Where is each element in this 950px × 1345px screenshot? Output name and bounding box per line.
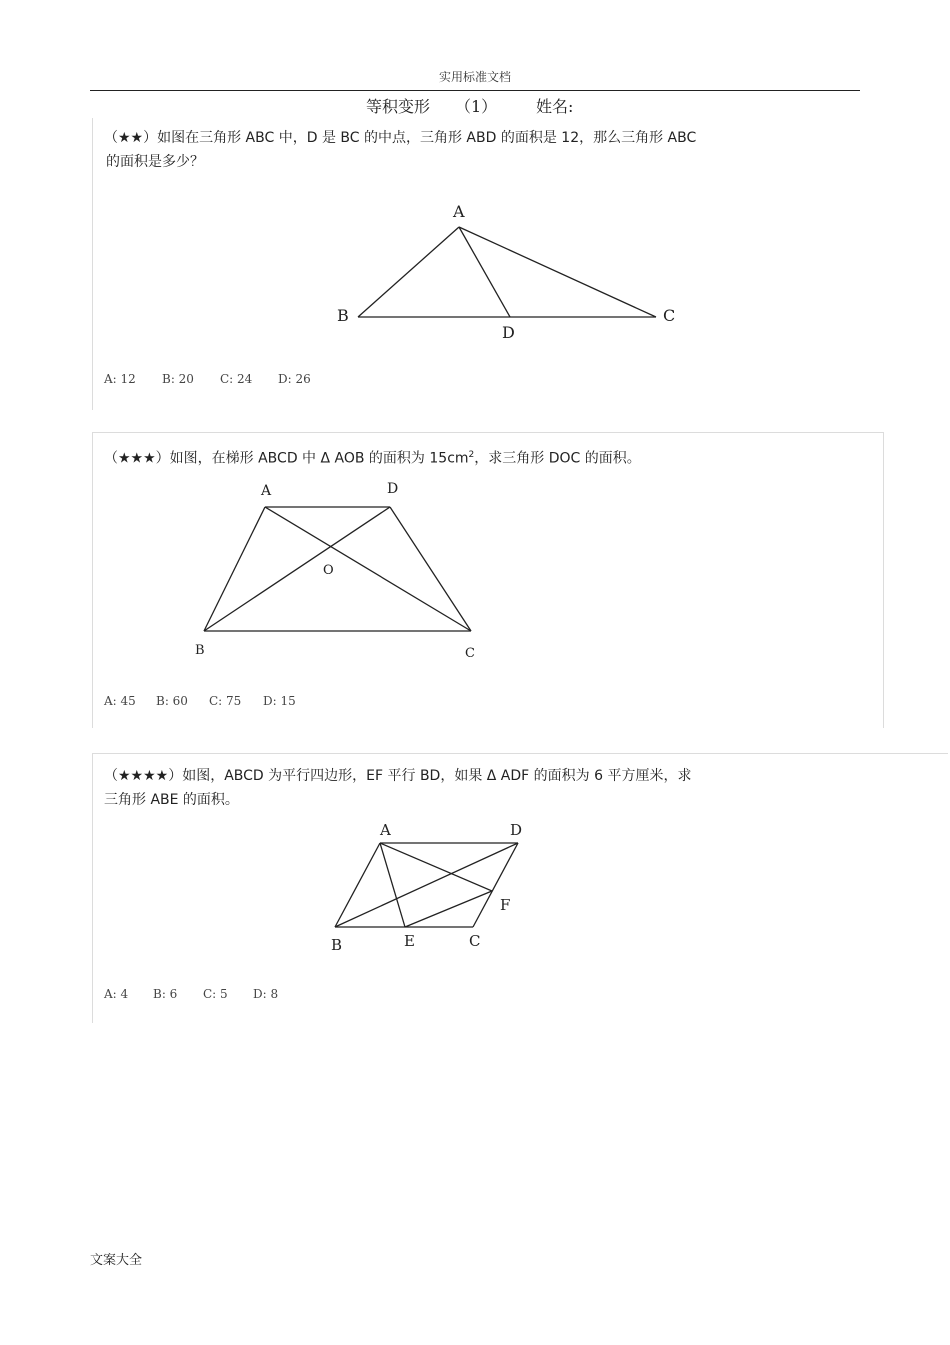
question-2-frame-left <box>92 432 93 728</box>
point-label-a: A <box>261 483 272 499</box>
segment-ef <box>405 891 492 927</box>
point-label-b: B <box>331 936 343 954</box>
choice-c[interactable]: C: 75 <box>209 694 242 708</box>
choice-b[interactable]: B: 20 <box>162 372 194 386</box>
question-2-text <box>104 443 864 471</box>
point-label-d: D <box>510 821 523 839</box>
question-2-superscript: 2 <box>468 450 475 460</box>
segment-ab <box>335 843 380 927</box>
choice-b[interactable]: B: 6 <box>153 987 178 1001</box>
point-label-c: C <box>663 306 676 325</box>
question-2-frame-right <box>883 432 884 728</box>
point-label-d: D <box>387 481 399 497</box>
diagonal-bd <box>335 843 518 927</box>
header-rule <box>90 90 860 91</box>
segment-ac <box>459 227 656 317</box>
question-2-stars: （★★★） <box>104 450 170 467</box>
question-3-text <box>104 764 884 812</box>
point-label-a: A <box>453 202 465 221</box>
segment-af <box>380 843 492 891</box>
choice-a[interactable]: A: 12 <box>104 372 136 386</box>
question-1-stars: （★★） <box>104 130 158 146</box>
question-2-frame-top <box>92 432 884 433</box>
question-3-choices <box>104 987 303 1001</box>
point-label-c: C <box>469 932 481 950</box>
question-3-frame-left <box>92 753 93 1023</box>
page-footer: 文案大全 <box>90 1253 143 1268</box>
point-label-b: B <box>337 306 349 325</box>
question-2-line1-post: ，求三角形 DOC 的面积。 <box>474 450 641 467</box>
triangle-abc-figure <box>320 195 700 345</box>
choice-d[interactable]: D: 26 <box>278 372 311 386</box>
question-3-line1: 如图，ABCD 为平行四边形，EF 平行 BD，如果 Δ ADF 的面积为 6 平方厘米，求 <box>182 768 692 784</box>
segment-ab <box>358 227 459 317</box>
question-1-frame-left <box>92 118 93 410</box>
parallelogram-abcd-figure <box>318 815 538 957</box>
segment-ad <box>459 227 510 317</box>
segment-dc <box>390 507 471 631</box>
point-label-d: D <box>502 323 515 342</box>
trapezoid-abcd-figure <box>185 475 490 665</box>
point-label-o: O <box>323 563 334 578</box>
choice-d[interactable]: D: 8 <box>253 987 279 1001</box>
question-2-line1-pre: 如图，在梯形 ABCD 中 Δ AOB 的面积为 15cm <box>169 450 469 467</box>
question-3-line2: 三角形 ABE 的面积。 <box>104 792 239 808</box>
question-1-line2: 的面积是多少？ <box>106 154 204 170</box>
choice-a[interactable]: A: 4 <box>104 987 129 1001</box>
choice-c[interactable]: C: 5 <box>203 987 228 1001</box>
segment-ab <box>204 507 265 631</box>
point-label-f: F <box>500 896 511 914</box>
choice-d[interactable]: D: 15 <box>263 694 296 708</box>
question-1-line1: 如图在三角形 ABC 中，D 是 BC 的中点，三角形 ABD 的面积是 12，那么三角形 ABC <box>157 130 697 146</box>
page-header: 实用标准文档 <box>438 70 511 84</box>
point-label-a: A <box>380 821 391 839</box>
segment-dc <box>473 843 518 927</box>
name-label: 姓名: <box>536 97 574 116</box>
point-label-b: B <box>195 643 205 658</box>
choice-a[interactable]: A: 45 <box>104 694 136 708</box>
question-1-text <box>104 126 864 174</box>
question-1-choices <box>104 372 336 386</box>
worksheet-title: 等积变形 <box>366 97 431 116</box>
point-label-c: C <box>465 646 475 661</box>
segment-ae <box>380 843 405 927</box>
worksheet-number: （1） <box>455 97 498 116</box>
choice-b[interactable]: B: 60 <box>156 694 188 708</box>
question-3-frame-top <box>92 753 948 754</box>
question-2-choices <box>104 694 317 708</box>
choice-c[interactable]: C: 24 <box>220 372 253 386</box>
point-label-e: E <box>404 932 415 950</box>
question-3-stars: （★★★★） <box>104 768 183 784</box>
